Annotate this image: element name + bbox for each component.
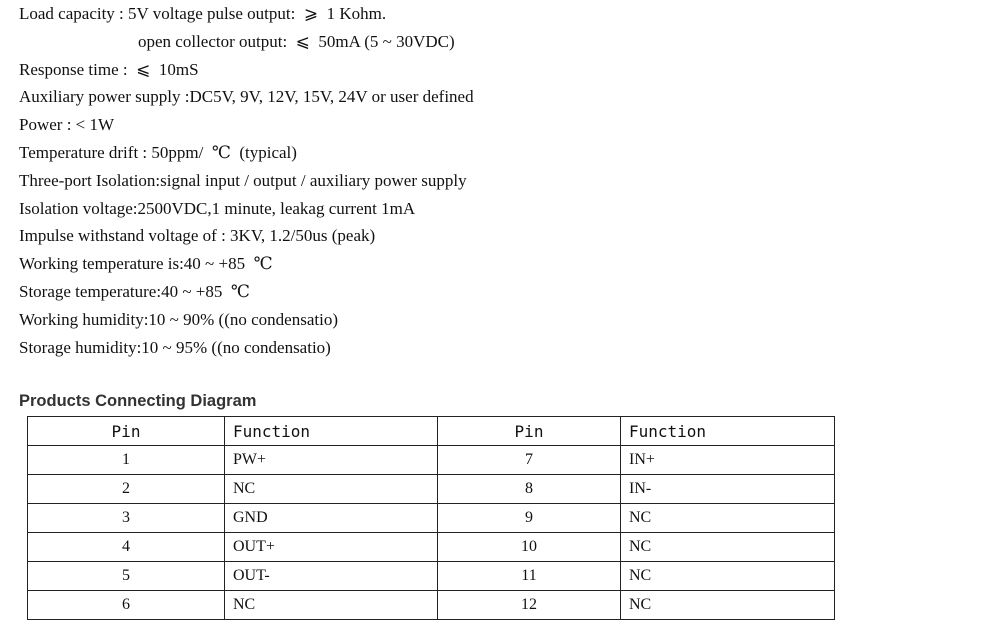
table-cell: 7 [438,446,621,475]
spec-list [19,0,474,361]
table-cell: 12 [438,591,621,620]
spec-open-collector: open collector output: ⩽ 50mA (5 ~ 30VDC) [138,31,455,51]
table-cell: NC [225,475,438,504]
table-cell: 4 [28,533,225,562]
table-cell: 6 [28,591,225,620]
table-cell: OUT+ [225,533,438,562]
table-cell: GND [225,504,438,533]
spec-working-humidity: Working humidity:10 ~ 90% ((no condensatio) [19,309,338,329]
table-cell: 1 [28,446,225,475]
table-row [28,446,835,475]
spec-impulse-voltage: Impulse withstand voltage of : 3KV, 1.2/50us (peak) [19,226,376,246]
spec-storage-humidity: Storage humidity:10 ~ 95% ((no condensatio) [19,337,331,357]
table-cell: PW+ [225,446,438,475]
spec-storage-temperature: Storage temperature:40 ~ +85 ℃ [19,281,250,301]
table-row [28,504,835,533]
spec-power: Power : < 1W [19,115,115,135]
table-cell: OUT- [225,562,438,591]
table-row [28,591,835,620]
header-pin-right: Pin [438,417,621,446]
table-cell: NC [621,533,835,562]
table-cell: 8 [438,475,621,504]
spec-working-temperature: Working temperature is:40 ~ +85 ℃ [19,254,273,274]
table-cell: 3 [28,504,225,533]
table-row [28,475,835,504]
table-cell: NC [621,591,835,620]
header-function-left: Function [225,417,438,446]
table-cell: NC [621,562,835,591]
table-cell: 9 [438,504,621,533]
table-row [28,562,835,591]
spec-response-time: Response time : ⩽ 10mS [19,59,199,79]
table-cell: 10 [438,533,621,562]
pin-table [27,416,835,620]
table-cell: 11 [438,562,621,591]
table-cell: 5 [28,562,225,591]
table-row [28,533,835,562]
table-cell: IN+ [621,446,835,475]
spec-aux-power: Auxiliary power supply :DC5V, 9V, 12V, 15V, 24V or user defined [19,87,474,107]
header-pin-left: Pin [28,417,225,446]
header-function-right: Function [621,417,835,446]
spec-isolation-voltage: Isolation voltage:2500VDC,1 minute, leakag current 1mA [19,198,416,218]
spec-isolation-ports: Three-port Isolation:signal input / output / auxiliary power supply [19,170,467,190]
section-title: Products Connecting Diagram [19,392,257,410]
spec-temp-drift: Temperature drift : 50ppm/ ℃ (typical) [19,142,297,162]
table-cell: IN- [621,475,835,504]
spec-load-capacity: Load capacity : 5V voltage pulse output: ⩾ 1 Kohm. [19,4,387,23]
table-cell: NC [621,504,835,533]
table-cell: 2 [28,475,225,504]
table-cell: NC [225,591,438,620]
table-header-row [28,417,835,446]
